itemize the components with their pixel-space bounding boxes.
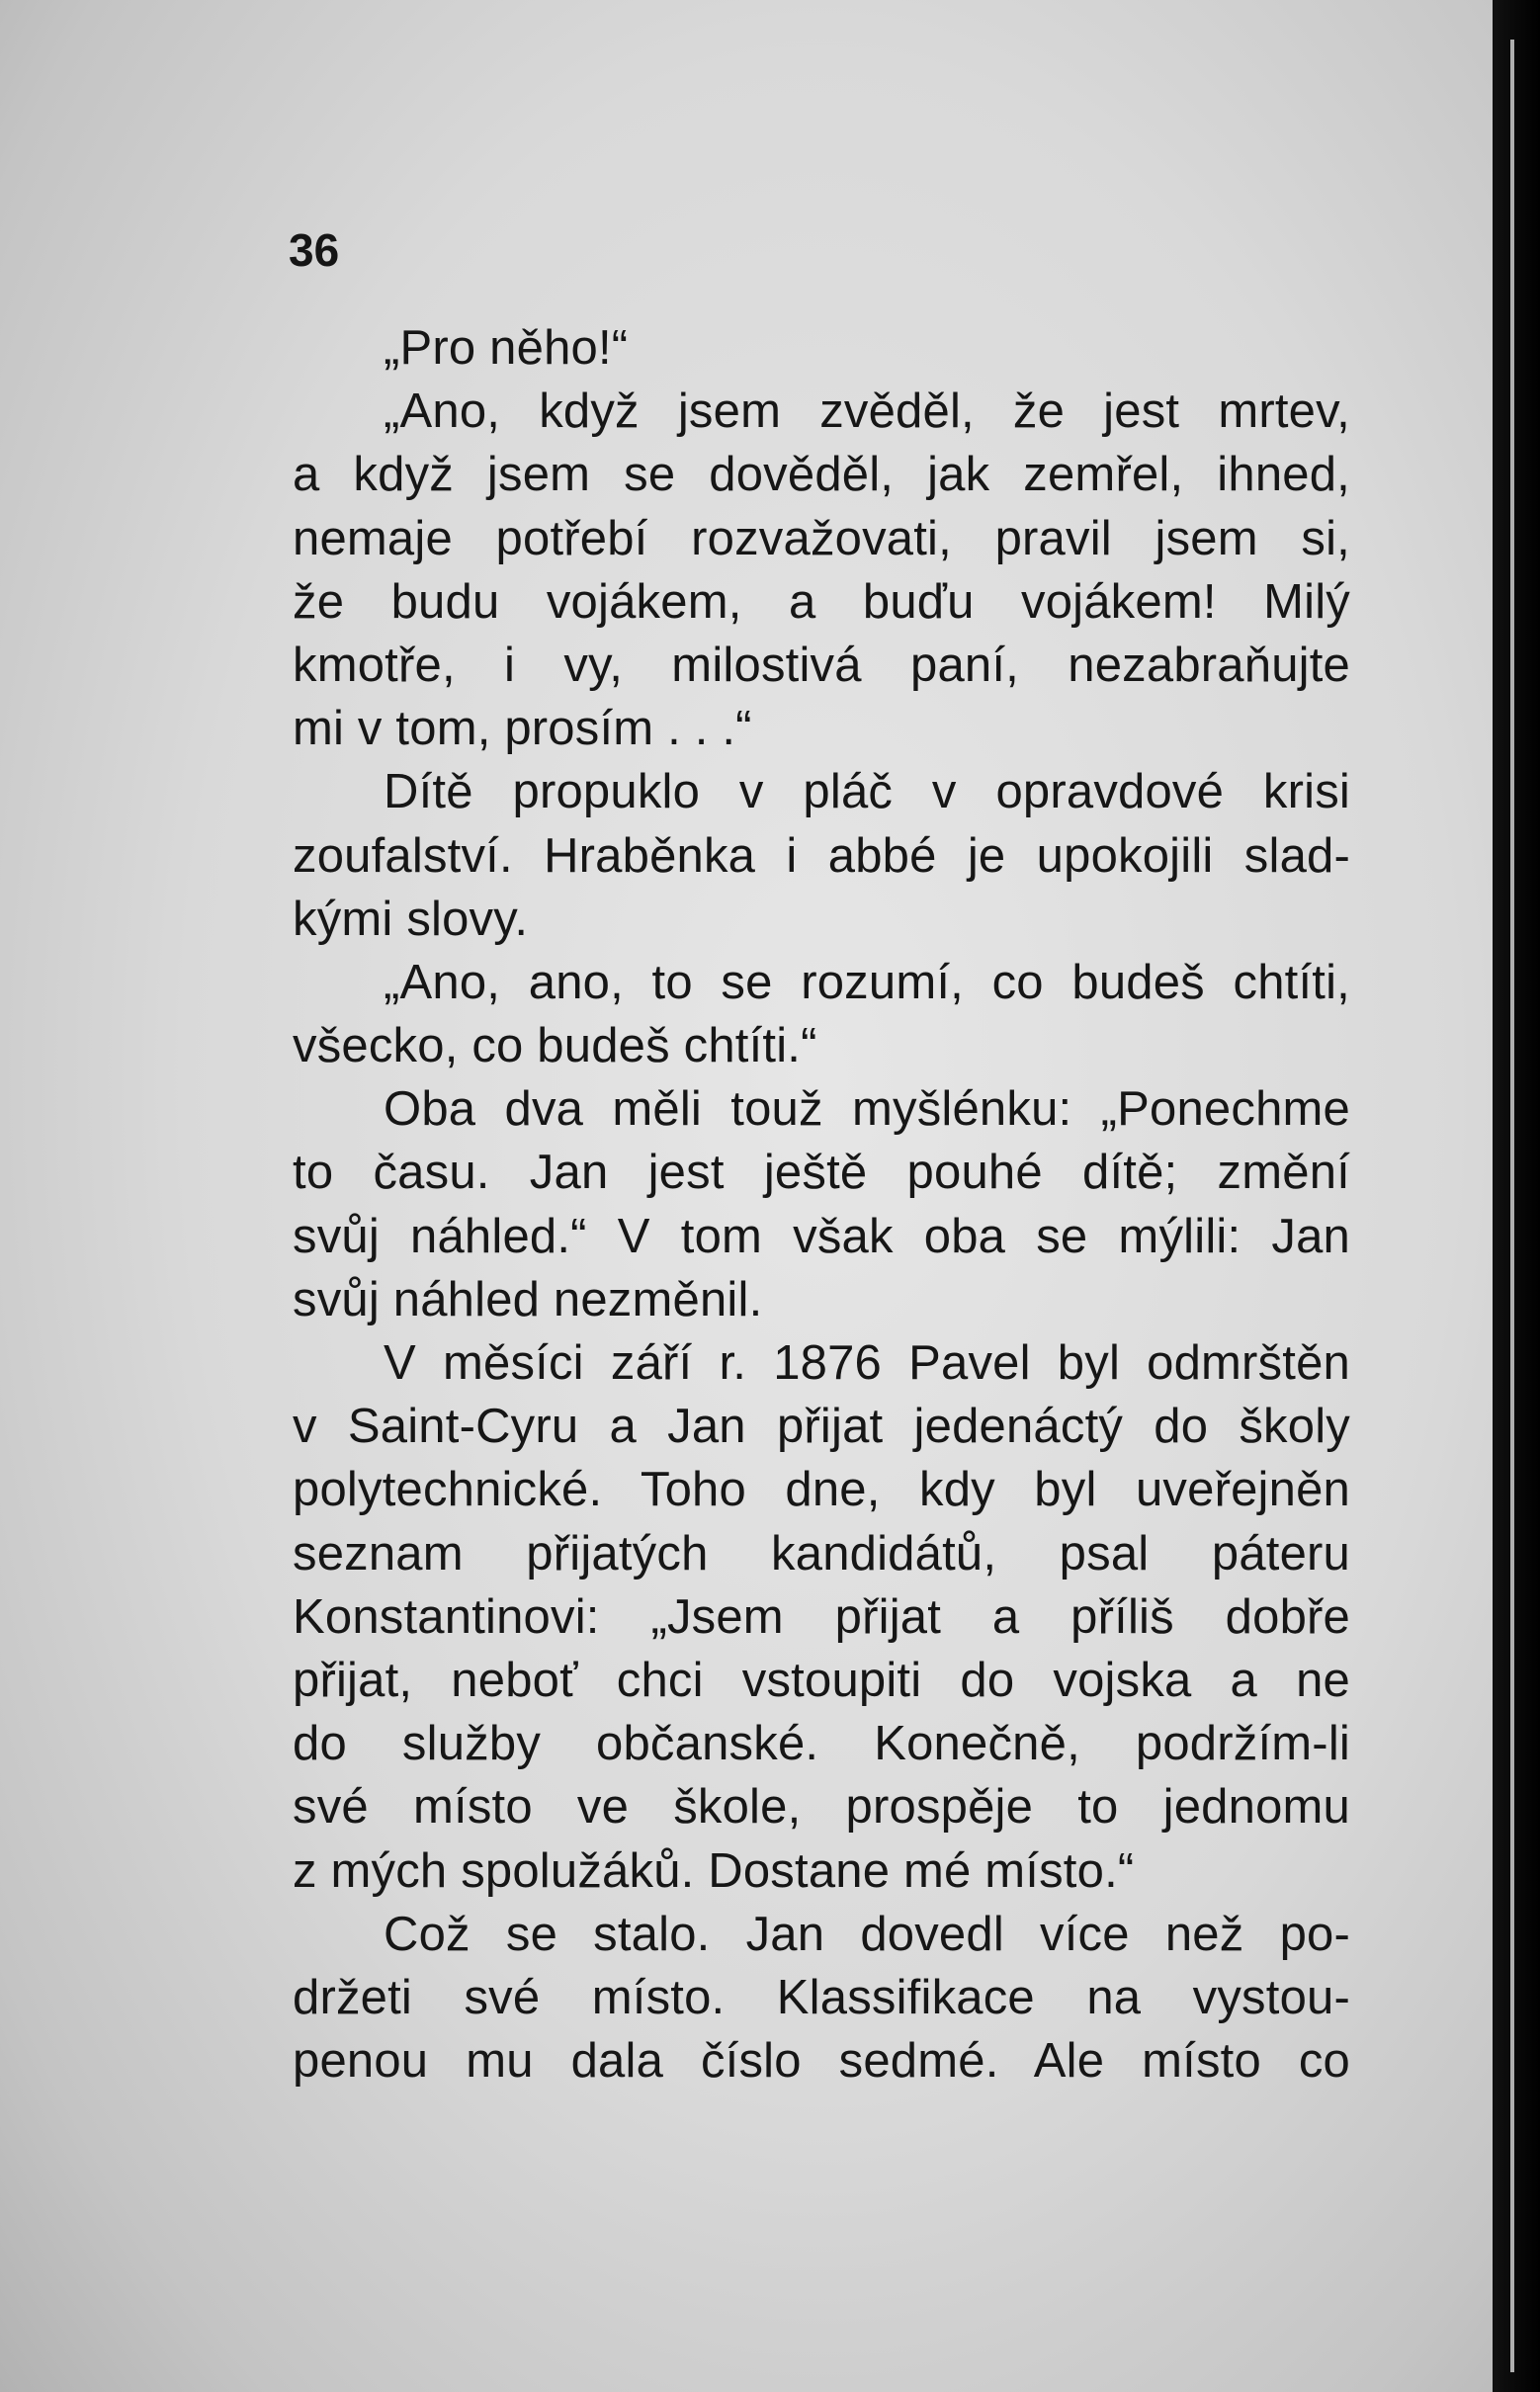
text-line: Dítě propuklo v pláč v opravdové krisi <box>384 765 1350 819</box>
text-line: Konstantinovi: „Jsem přijat a příliš dobře <box>293 1589 1350 1644</box>
text-line: v Saint-Cyru a Jan přijat jedenáctý do školy <box>293 1400 1350 1454</box>
page-number: 36 <box>289 224 340 276</box>
text-line: Což se stalo. Jan dovedl více než po- <box>384 1907 1350 1961</box>
text-line: a když jsem se dověděl, jak zemřel, ihned, <box>293 448 1350 502</box>
text-line: zoufalství. Hraběnka i abbé je upokojili slad- <box>293 828 1350 883</box>
text-line: polytechnické. Toho dne, kdy byl uveřejněn <box>293 1463 1350 1517</box>
text-line: svůj náhled.“ V tom však oba se mýlili: Jan <box>293 1209 1350 1263</box>
text-line: kmotře, i vy, milostivá paní, nezabraňujte <box>293 638 1350 692</box>
text-line: „Pro něho!“ <box>384 321 629 375</box>
text-line: z mých spolužáků. Dostane mé místo.“ <box>293 1843 1135 1898</box>
body-text <box>293 316 1350 2093</box>
text-line: „Ano, když jsem zvěděl, že jest mrtev, <box>384 384 1350 439</box>
text-line: mi v tom, prosím . . .“ <box>293 702 752 756</box>
text-line: V měsíci září r. 1876 Pavel byl odmrštěn <box>384 1336 1350 1390</box>
text-line: přijat, neboť chci vstoupiti do vojska a ne <box>293 1653 1350 1707</box>
text-line: že budu vojákem, a buďu vojákem! Milý <box>293 574 1350 629</box>
text-line: „Ano, ano, to se rozumí, co budeš chtíti, <box>384 955 1350 1009</box>
text-line: nemaje potřebí rozvažovati, pravil jsem si, <box>293 511 1350 565</box>
text-line: seznam přijatých kandidátů, psal páteru <box>293 1526 1350 1580</box>
text-line: do služby občanské. Konečně, podržím-li <box>293 1717 1350 1771</box>
text-line: to času. Jan jest ještě pouhé dítě; změní <box>293 1146 1350 1200</box>
text-line: penou mu dala číslo sedmé. Ale místo co <box>293 2034 1350 2089</box>
text-line: Oba dva měli touž myšlénku: „Ponechme <box>384 1082 1350 1137</box>
spine-edge-line <box>1510 40 1514 2372</box>
book-spine <box>1493 0 1540 2392</box>
text-line: držeti své místo. Klassifikace na vystou- <box>293 1970 1350 2024</box>
text-line: kými slovy. <box>293 892 529 946</box>
text-line: své místo ve škole, prospěje to jednomu <box>293 1780 1350 1835</box>
text-line: svůj náhled nezměnil. <box>293 1272 763 1326</box>
text-line: všecko, co budeš chtíti.“ <box>293 1019 817 1073</box>
